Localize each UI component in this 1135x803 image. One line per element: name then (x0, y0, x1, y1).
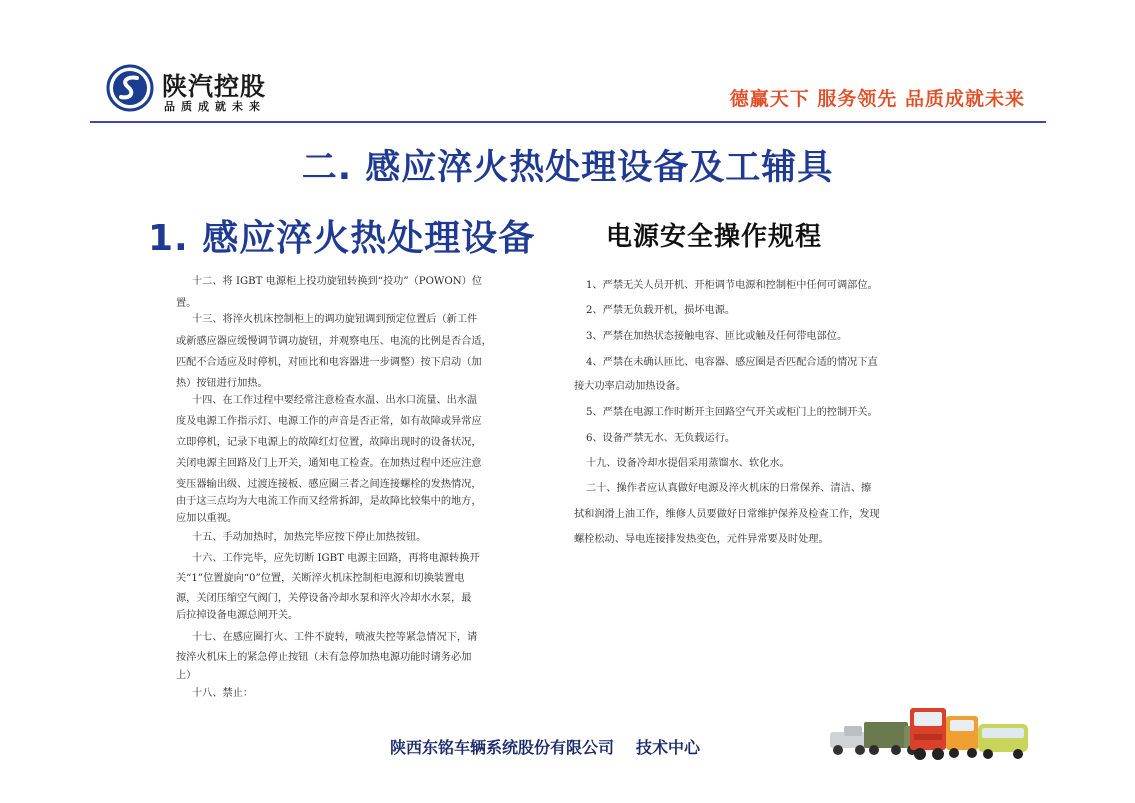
doc-line: 应加以重视。 (176, 513, 238, 524)
header-slogan: 德赢天下 服务领先 品质成就未来 (729, 88, 1025, 110)
pickup-icon (830, 726, 866, 755)
doc-line: 关闭电源主回路及门上开关，通知电工检查。在加热过程中还应注意 (176, 458, 482, 469)
section-title: 1. 感应淬火热处理设备 (148, 218, 536, 259)
vehicle-lineup-image (826, 702, 1032, 764)
doc-line: 1、严禁无关人员开机、开柜调节电源和控制柜中任何可调部位。 (586, 280, 878, 291)
bus-icon (978, 724, 1028, 759)
doc-line: 度及电源工作指示灯、电源工作的声音是否正常，如有故障或异常应 (176, 416, 482, 427)
doc-line: 螺栓松动、导电连接排发热变色，元件异常要及时处理。 (574, 534, 829, 545)
doc-line: 接大功率启动加热设备。 (574, 381, 687, 392)
doc-line: 5、严禁在电源工作时断开主回路空气开关或柜门上的控制开关。 (586, 407, 878, 418)
doc-line: 十九、设备冷却水提倡采用蒸馏水、软化水。 (586, 458, 790, 469)
doc-line: 4、严禁在未确认匝比、电容器、感应圈是否匹配合适的情况下直 (586, 357, 878, 368)
document-scan-left (176, 272, 496, 699)
header-divider (90, 121, 1046, 123)
doc-line: 2、严禁无负载开机，损坏电源。 (586, 305, 736, 316)
footer-company: 陕西东铭车辆系统股份有限公司 (390, 738, 615, 757)
military-truck-icon (864, 722, 918, 755)
doc-line: 3、严禁在加热状态接触电容、匝比或触及任何带电部位。 (586, 331, 848, 342)
doc-line: 匹配不合适应及时停机，对匝比和电容器进一步调整）按下启动（加 (176, 357, 482, 368)
doc-line: 6、设备严禁无水、无负载运行。 (586, 433, 736, 444)
logo-text: 陕汽控股 (162, 72, 267, 101)
doc-line: 源，关闭压缩空气阀门，关停设备冷却水泵和淬火冷却水水泵，最 (176, 593, 472, 604)
doc-line: 后拉掉设备电源总闸开关。 (176, 610, 299, 621)
doc-line: 或新感应器应缓慢调节调功旋钮，并观察电压、电流的比例是否合适， (176, 336, 492, 347)
doc-line: 十八、禁止： (192, 688, 254, 699)
page-title: 二. 感应淬火热处理设备及工辅具 (301, 148, 834, 188)
doc-line: 上） (176, 670, 197, 681)
company-logo (106, 64, 306, 120)
doc-line: 立即停机，记录下电源上的故障红灯位置，故障出现时的设备状况， (176, 437, 482, 448)
doc-line: 二十、操作者应认真做好电源及淬火机床的日常保养、清洁、擦 (586, 483, 872, 494)
footer-department: 技术中心 (636, 738, 701, 757)
logo-subtitle: 品质成就未来 (164, 100, 266, 113)
doc-line: 变压器输出级、过渡连接板、感应圈三者之间连接螺栓的发热情况， (176, 479, 482, 490)
orange-truck-icon (946, 716, 978, 758)
subsection-title: 电源安全操作规程 (606, 222, 823, 252)
doc-line: 由于这三点均为大电流工作而又经常拆卸，是故障比较集中的地方， (176, 496, 482, 507)
doc-line: 十二、将 IGBT 电源柜上投功旋钮转换到“投功”（POWON）位 (192, 276, 483, 287)
doc-line: 热）按钮进行加热。 (176, 378, 268, 389)
doc-line: 按淬火机床上的紧急停止按钮（未有急停加热电源功能时请务必加 (176, 652, 472, 663)
document-scan-right (574, 276, 880, 546)
doc-line: 十五、手动加热时，加热完毕应按下停止加热按钮。 (192, 532, 427, 543)
doc-line: 置。 (176, 298, 197, 309)
doc-line: 拭和润滑上油工作，维修人员要做好日常维护保养及检查工作，发现 (574, 509, 880, 520)
doc-line: 十七、在感应圈打火、工件不旋转，喷液失控等紧急情况下，请 (192, 632, 478, 643)
logo-emblem-icon (106, 64, 154, 112)
doc-line: 十三、将淬火机床控制柜上的调功旋钮调到预定位置后（新工件 (192, 314, 478, 325)
footer (390, 735, 700, 758)
doc-line: 十六、工作完毕，应先切断 IGBT 电源主回路，再将电源转换开 (192, 553, 480, 564)
red-truck-icon (910, 708, 946, 760)
doc-line: 关“1”位置旋向“0”位置，关断淬火机床控制柜电源和切换装置电 (176, 573, 465, 584)
doc-line: 十四、在工作过程中要经常注意检查水温、出水口流量、出水温 (192, 395, 478, 406)
